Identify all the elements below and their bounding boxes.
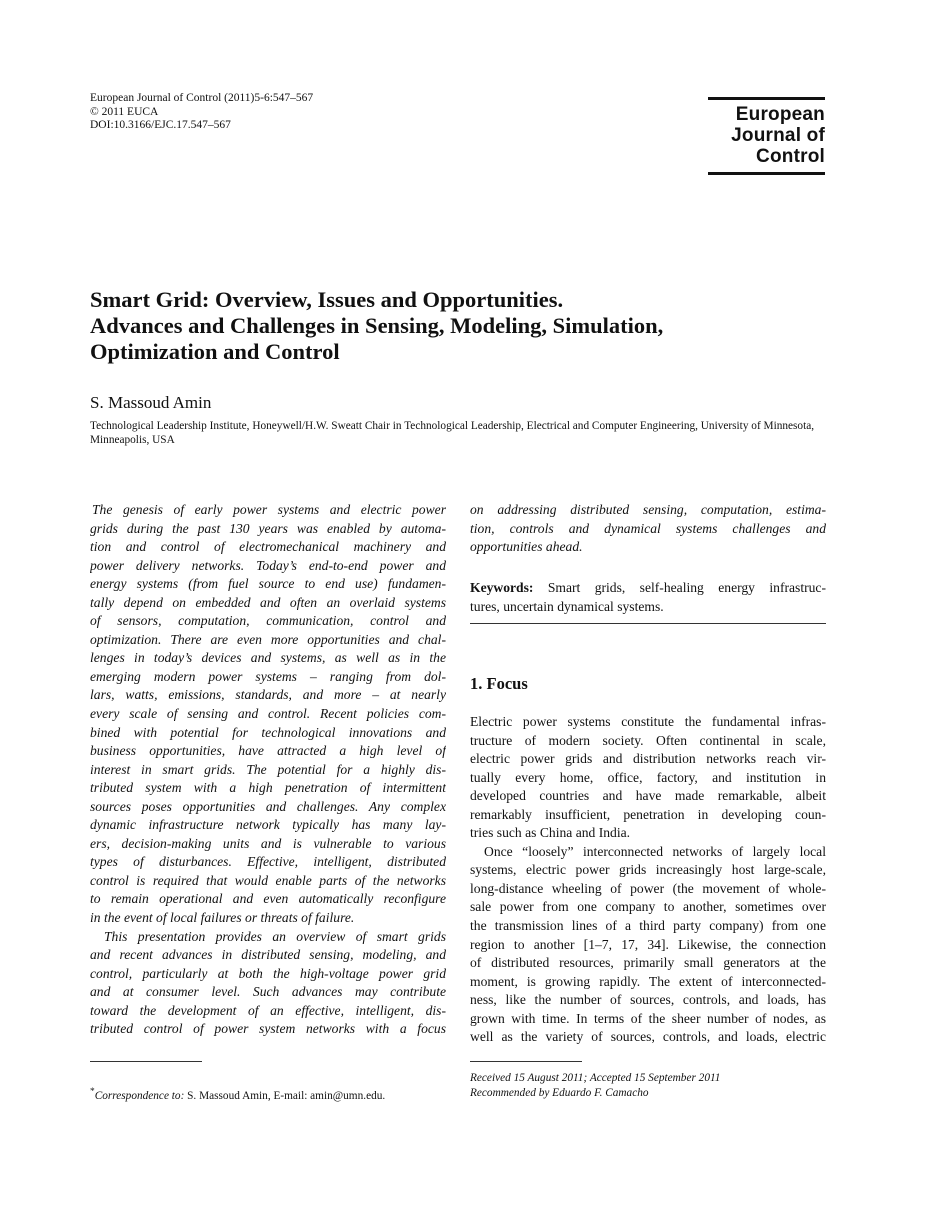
recommended-by: Recommended by Eduardo F. Camacho: [470, 1087, 649, 1099]
keywords-text: Smart grids, self-healing energy infrastruc-: [533, 580, 826, 595]
text-line: well as the variety of sources, controls, and loads, electric: [470, 1029, 826, 1045]
text-line: control, particularly at both the high-voltage power grid: [90, 965, 446, 981]
text-line: emerging modern power systems – ranging from dol-: [90, 668, 446, 684]
text-line: the transmission lines of a third party company) from one: [470, 918, 826, 934]
text-line: dynamic infrastructure network typically has many lay-: [90, 817, 446, 833]
journal-header: [90, 92, 313, 133]
text-line: and at consumer level. Such advances may contribute: [90, 984, 446, 1000]
citation: European Journal of Control (2011)5-6:547–567: [90, 92, 314, 104]
text-line: lenges in today’s devices and systems, as well as in the: [90, 650, 446, 666]
text-line: business opportunities, have attracted a high level of: [90, 743, 446, 759]
text-line: The genesis of early power systems and electric power: [92, 502, 446, 517]
footnote-rule: [470, 1061, 582, 1062]
keywords: [470, 579, 826, 616]
divider: [470, 623, 826, 624]
text-line: ers, decision-making units and is vulnerable to various: [90, 835, 446, 851]
received-date: Received 15 August 2011; Accepted 15 September 2011: [470, 1072, 721, 1084]
doi: DOI:10.3166/EJC.17.547–567: [90, 119, 231, 131]
text-line: grids during the past 130 years was enabled by automa-: [90, 520, 446, 536]
text-line: optimization. There are even more opportunities and chal-: [90, 631, 446, 647]
text-line: of sensors, computation, communication, control and: [90, 613, 446, 629]
text-line: lars, watts, emissions, standards, and more – at nearly: [90, 687, 446, 703]
text-line: region to another [1–7, 17, 34]. Likewise, the connection: [470, 936, 826, 952]
text-line: remarkably insufficient, penetration in developing coun-: [470, 806, 826, 822]
text-line: tally depend on embedded and often an overlaid systems: [90, 594, 446, 610]
text-line: moment, is growing rapidly. The extent of interconnected-: [470, 973, 826, 989]
title-line: Smart Grid: Overview, Issues and Opportunities.: [90, 287, 564, 312]
text-line: tion and control of electromechanical machinery and: [90, 539, 446, 555]
text-line: long-distance wheeling of power (the movement of whole-: [470, 880, 826, 896]
copyright: © 2011 EUCA: [90, 105, 159, 118]
text-line: Once “loosely” interconnected networks of largely local: [484, 843, 826, 859]
text-line: sale power from one company to another, sometimes over: [470, 899, 826, 915]
text-line: tributed control of power system networks with a focus: [90, 1021, 446, 1037]
text-line: bined with potential for technological innovations and: [90, 724, 446, 740]
title-line: Optimization and Control: [90, 339, 340, 364]
text-line: to remain operational and even automatically reconfigure: [90, 891, 446, 907]
text-line: tributed system with a high penetration of intermittent: [90, 780, 446, 796]
text-line: energy systems (from fuel source to end use) fundamen-: [90, 576, 446, 592]
text-line: tion, controls and dynamical systems challenges and: [470, 520, 826, 536]
text-line: every scale of sensing and control. Recent policies com-: [90, 706, 446, 722]
footnote-marker: *: [90, 1087, 95, 1097]
text-line: systems, electric power grids increasingly host large-scale,: [470, 862, 826, 878]
text-line: sources poses opportunities and challenges. Any complex: [90, 798, 446, 814]
text-line: toward the development of an effective, intelligent, dis-: [90, 1002, 446, 1018]
author: S. Massoud Amin: [90, 393, 212, 412]
logo-line: Journal of: [731, 125, 825, 146]
text-line: control is required that would enable parts of the networks: [90, 872, 446, 888]
section-heading: 1. Focus: [470, 674, 528, 693]
text-line: tries such as China and India.: [470, 825, 631, 841]
text-line: in the event of local failures or threats of failure.: [90, 910, 355, 926]
section-body: [470, 713, 826, 1047]
text-line: This presentation provides an overview of smart grids: [104, 928, 446, 944]
text-line: tructure of modern society. Often continental in scale,: [470, 732, 826, 748]
abstract-continuation: [470, 501, 826, 557]
text-line: electric power grids and distribution networks reach vir-: [470, 751, 826, 767]
footnote: [90, 1085, 385, 1104]
paper-title: [90, 287, 830, 365]
abstract: [90, 501, 446, 1039]
text-line: power delivery networks. Today’s end-to-end power and: [90, 557, 446, 573]
article-history: [470, 1071, 720, 1101]
text-line: developed countries and have made remarkable, albeit: [470, 788, 826, 804]
logo-line: Control: [756, 146, 825, 167]
keywords-label: Keywords:: [470, 580, 534, 595]
journal-logo: [708, 97, 825, 175]
affiliation: Technological Leadership Institute, Honeywell/H.W. Sweatt Chair in Technological Leadership, Electrical and Computer Engineering, University of Minnesota, Minneapolis, USA: [90, 420, 815, 446]
text-line: types of disturbances. Effective, intelligent, distributed: [90, 854, 446, 870]
text-line: tually every home, office, factory, and institution in: [470, 769, 826, 785]
keywords-text: tures, uncertain dynamical systems.: [470, 598, 664, 614]
text-line: ness, like the number of sources, controls, and loads, has: [470, 992, 826, 1008]
text-line: interest in smart grids. The potential for a highly dis-: [90, 761, 446, 777]
footnote-text: S. Massoud Amin, E-mail: amin@umn.edu.: [184, 1089, 386, 1102]
text-line: Electric power systems constitute the fundamental infras-: [470, 714, 826, 729]
text-line: on addressing distributed sensing, computation, estima-: [470, 502, 826, 517]
text-line: opportunities ahead.: [470, 539, 583, 555]
text-line: and recent advances in distributed sensing, modeling, and: [90, 947, 446, 963]
text-line: of distributed resources, primarily small generators at the: [470, 955, 826, 971]
footnote-rule: [90, 1061, 202, 1062]
title-line: Advances and Challenges in Sensing, Modeling, Simulation,: [90, 313, 664, 338]
logo-line: European: [735, 104, 825, 125]
text-line: grown with time. In terms of the sheer number of nodes, as: [470, 1010, 826, 1026]
footnote-label: Correspondence to:: [94, 1089, 185, 1102]
